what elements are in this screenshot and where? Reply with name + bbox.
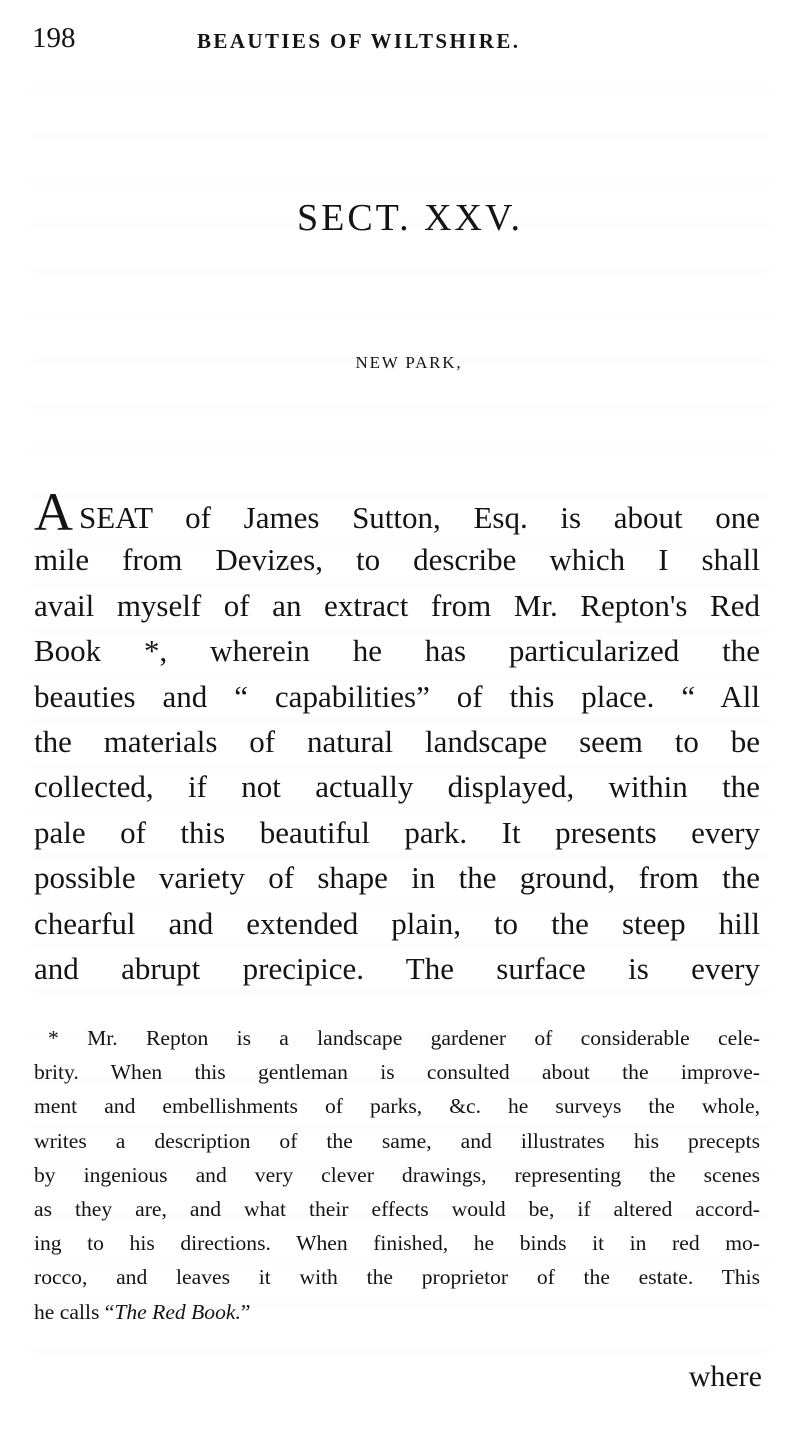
section-title: SECT. XXV. bbox=[296, 197, 523, 239]
body-line: mile from Devizes, to describe which I shall bbox=[34, 542, 760, 578]
footnote-line: as they are, and what their effects would be, if altered accord- bbox=[34, 1196, 760, 1221]
drop-cap: A bbox=[34, 482, 73, 542]
footnote-line: ment and embellishments of parks, &c. he surveys the whole, bbox=[34, 1094, 760, 1119]
body-line: chearful and extended plain, to the steep hill bbox=[34, 905, 760, 941]
running-head bbox=[32, 22, 772, 62]
footnote-last-prefix: he calls “ bbox=[34, 1299, 115, 1324]
body-line: the materials of natural landscape seem to be bbox=[34, 723, 760, 759]
page-number: 198 bbox=[32, 22, 76, 54]
body-line: avail myself of an extract from Mr. Repton's Red bbox=[34, 587, 760, 623]
running-title: BEAUTIES OF WILTSHIRE. bbox=[197, 29, 521, 53]
body-line-text: SEAT of James Sutton, Esq. is about one bbox=[79, 500, 760, 535]
body-line bbox=[34, 482, 760, 542]
footnote-line: ing to his directions. When finished, he binds it in red mo- bbox=[34, 1231, 760, 1256]
footnote-line: by ingenious and very clever drawings, representing the scenes bbox=[34, 1162, 760, 1187]
body-line: and abrupt precipice. The surface is every bbox=[34, 950, 760, 986]
body-line: collected, if not actually displayed, within the bbox=[34, 769, 760, 805]
section-subtitle: NEW PARK, bbox=[355, 353, 463, 372]
footnote-last-suffix: ” bbox=[240, 1299, 251, 1324]
catchword: where bbox=[688, 1360, 762, 1393]
footnote-line: writes a description of the same, and illustrates his precepts bbox=[34, 1128, 760, 1153]
footnote-last-line bbox=[34, 1295, 760, 1329]
footnote-line: rocco, and leaves it with the proprietor of the estate. This bbox=[34, 1265, 760, 1290]
footnote-book-title: The Red Book. bbox=[114, 1299, 241, 1324]
footnote-line: brity. When this gentleman is consulted about the improve- bbox=[34, 1060, 760, 1085]
body-text bbox=[34, 482, 760, 991]
footnote-line: * Mr. Repton is a landscape gardener of considerable cele- bbox=[48, 1026, 760, 1050]
body-line: Book *, wherein he has particularized the bbox=[34, 633, 760, 669]
body-line: beauties and “ capabilities” of this place. “ All bbox=[34, 678, 760, 714]
footnote bbox=[34, 1021, 760, 1329]
body-line: pale of this beautiful park. It presents every bbox=[34, 814, 760, 850]
body-line: possible variety of shape in the ground, from the bbox=[34, 860, 760, 896]
